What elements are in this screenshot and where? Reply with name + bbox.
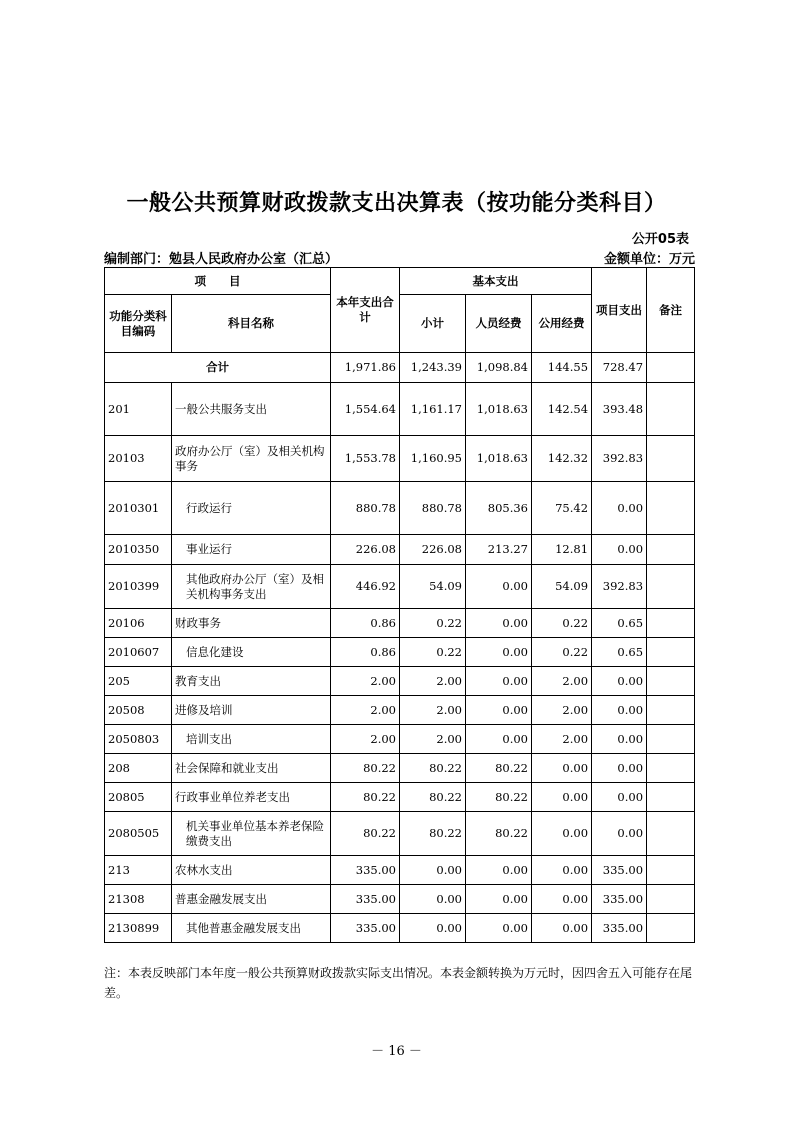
- table-row: [105, 482, 695, 535]
- cell-personnel: 1,018.63: [466, 436, 532, 482]
- cell-remark: [647, 754, 695, 783]
- cell-code: 2010350: [105, 535, 172, 565]
- cell-code: 20805: [105, 783, 172, 812]
- cell-remark: [647, 856, 695, 885]
- table-body: [105, 383, 695, 943]
- cell-public: 0.00: [532, 812, 592, 856]
- header-remark: 备注: [647, 268, 695, 353]
- cell-name: 其他普惠金融发展支出: [172, 914, 331, 943]
- header-item: 项 目: [105, 268, 331, 295]
- expenditure-table: [104, 267, 695, 943]
- cell-subtotal: 80.22: [400, 783, 466, 812]
- cell-personnel: 0.00: [466, 885, 532, 914]
- cell-name: 农林水支出: [172, 856, 331, 885]
- table-row: [105, 667, 695, 696]
- total-project: 728.47: [592, 353, 647, 383]
- cell-code: 20103: [105, 436, 172, 482]
- header-project: 项目支出: [592, 268, 647, 353]
- cell-personnel: 0.00: [466, 856, 532, 885]
- cell-total: 226.08: [331, 535, 400, 565]
- cell-total: 80.22: [331, 783, 400, 812]
- cell-project: 335.00: [592, 914, 647, 943]
- cell-project: 0.00: [592, 482, 647, 535]
- cell-subtotal: 2.00: [400, 725, 466, 754]
- header-subtotal: 小计: [400, 295, 466, 353]
- cell-code: 2010399: [105, 565, 172, 609]
- cell-code: 20106: [105, 609, 172, 638]
- cell-subtotal: 2.00: [400, 667, 466, 696]
- cell-remark: [647, 482, 695, 535]
- cell-code: 2050803: [105, 725, 172, 754]
- table-row: [105, 725, 695, 754]
- table-row: [105, 638, 695, 667]
- cell-personnel: 0.00: [466, 609, 532, 638]
- cell-total: 80.22: [331, 812, 400, 856]
- cell-project: 0.00: [592, 725, 647, 754]
- cell-project: 335.00: [592, 856, 647, 885]
- page-number: － 16 －: [371, 1044, 422, 1059]
- cell-total: 2.00: [331, 696, 400, 725]
- cell-total: 880.78: [331, 482, 400, 535]
- cell-personnel: 0.00: [466, 565, 532, 609]
- header-total: 本年支出合计: [331, 268, 400, 353]
- cell-project: 0.65: [592, 609, 647, 638]
- cell-total: 1,553.78: [331, 436, 400, 482]
- table-row: [105, 535, 695, 565]
- cell-public: 142.32: [532, 436, 592, 482]
- cell-subtotal: 1,161.17: [400, 383, 466, 436]
- cell-public: 0.00: [532, 885, 592, 914]
- table-row: [105, 783, 695, 812]
- cell-total: 0.86: [331, 638, 400, 667]
- cell-code: 213: [105, 856, 172, 885]
- table-row: [105, 696, 695, 725]
- total-remark: [647, 353, 695, 383]
- cell-name: 信息化建设: [172, 638, 331, 667]
- table-row: [105, 609, 695, 638]
- cell-remark: [647, 565, 695, 609]
- cell-project: 0.00: [592, 783, 647, 812]
- cell-subtotal: 0.00: [400, 856, 466, 885]
- total-label: 合计: [105, 353, 331, 383]
- cell-project: 0.00: [592, 754, 647, 783]
- compiling-department: 编制部门：勉县人民政府办公室（汇总）: [104, 252, 339, 267]
- cell-project: 0.65: [592, 638, 647, 667]
- cell-personnel: 80.22: [466, 783, 532, 812]
- cell-code: 2080505: [105, 812, 172, 856]
- cell-public: 75.42: [532, 482, 592, 535]
- table-row: [105, 856, 695, 885]
- cell-public: 2.00: [532, 696, 592, 725]
- cell-name: 其他政府办公厅（室）及相关机构事务支出: [172, 565, 331, 609]
- cell-subtotal: 226.08: [400, 535, 466, 565]
- total-public: 144.55: [532, 353, 592, 383]
- cell-subtotal: 1,160.95: [400, 436, 466, 482]
- cell-personnel: 805.36: [466, 482, 532, 535]
- cell-total: 1,554.64: [331, 383, 400, 436]
- cell-subtotal: 0.00: [400, 914, 466, 943]
- table-row: [105, 383, 695, 436]
- cell-remark: [647, 885, 695, 914]
- cell-personnel: 0.00: [466, 667, 532, 696]
- cell-personnel: 213.27: [466, 535, 532, 565]
- cell-subtotal: 2.00: [400, 696, 466, 725]
- cell-personnel: 80.22: [466, 812, 532, 856]
- cell-name: 财政事务: [172, 609, 331, 638]
- cell-remark: [647, 725, 695, 754]
- cell-code: 2010301: [105, 482, 172, 535]
- cell-remark: [647, 667, 695, 696]
- cell-code: 20508: [105, 696, 172, 725]
- cell-public: 12.81: [532, 535, 592, 565]
- cell-name: 行政运行: [172, 482, 331, 535]
- cell-subtotal: 880.78: [400, 482, 466, 535]
- header-code: 功能分类科目编码: [105, 295, 172, 353]
- cell-total: 335.00: [331, 914, 400, 943]
- header-name: 科目名称: [172, 295, 331, 353]
- cell-subtotal: 0.22: [400, 609, 466, 638]
- total-subtotal: 1,243.39: [400, 353, 466, 383]
- cell-public: 0.22: [532, 638, 592, 667]
- footnote: 注：本表反映部门本年度一般公共预算财政拨款实际支出情况。本表金额转换为万元时，因四舍五入可能存在尾差。: [104, 966, 693, 1000]
- cell-total: 335.00: [331, 885, 400, 914]
- cell-public: 0.00: [532, 783, 592, 812]
- cell-name: 社会保障和就业支出: [172, 754, 331, 783]
- cell-code: 208: [105, 754, 172, 783]
- cell-total: 446.92: [331, 565, 400, 609]
- cell-remark: [647, 535, 695, 565]
- cell-total: 0.86: [331, 609, 400, 638]
- header-personnel: 人员经费: [466, 295, 532, 353]
- cell-public: 2.00: [532, 667, 592, 696]
- cell-project: 0.00: [592, 812, 647, 856]
- cell-remark: [647, 696, 695, 725]
- table-row: [105, 812, 695, 856]
- amount-unit: 金额单位：万元: [603, 252, 695, 267]
- cell-remark: [647, 638, 695, 667]
- cell-name: 进修及培训: [172, 696, 331, 725]
- cell-personnel: 0.00: [466, 638, 532, 667]
- cell-remark: [647, 383, 695, 436]
- cell-personnel: 0.00: [466, 725, 532, 754]
- cell-name: 教育支出: [172, 667, 331, 696]
- cell-remark: [647, 783, 695, 812]
- cell-name: 机关事业单位基本养老保险缴费支出: [172, 812, 331, 856]
- cell-personnel: 1,018.63: [466, 383, 532, 436]
- cell-code: 2010607: [105, 638, 172, 667]
- table-row: [105, 565, 695, 609]
- total-amount: 1,971.86: [331, 353, 400, 383]
- cell-name: 政府办公厅（室）及相关机构事务: [172, 436, 331, 482]
- cell-public: 142.54: [532, 383, 592, 436]
- cell-name: 事业运行: [172, 535, 331, 565]
- cell-public: 0.00: [532, 856, 592, 885]
- cell-project: 335.00: [592, 885, 647, 914]
- cell-name: 一般公共服务支出: [172, 383, 331, 436]
- cell-subtotal: 54.09: [400, 565, 466, 609]
- cell-remark: [647, 436, 695, 482]
- cell-total: 2.00: [331, 725, 400, 754]
- cell-subtotal: 0.22: [400, 638, 466, 667]
- cell-project: 0.00: [592, 696, 647, 725]
- cell-public: 0.00: [532, 914, 592, 943]
- cell-remark: [647, 914, 695, 943]
- page-title: 一般公共预算财政拨款支出决算表（按功能分类科目）: [126, 191, 667, 216]
- cell-total: 335.00: [331, 856, 400, 885]
- cell-remark: [647, 609, 695, 638]
- cell-personnel: 80.22: [466, 754, 532, 783]
- cell-public: 2.00: [532, 725, 592, 754]
- cell-project: 0.00: [592, 667, 647, 696]
- cell-total: 2.00: [331, 667, 400, 696]
- cell-project: 393.48: [592, 383, 647, 436]
- cell-total: 80.22: [331, 754, 400, 783]
- table-number: 公开05表: [631, 232, 689, 247]
- cell-code: 2130899: [105, 914, 172, 943]
- cell-code: 205: [105, 667, 172, 696]
- cell-personnel: 0.00: [466, 914, 532, 943]
- cell-public: 0.22: [532, 609, 592, 638]
- cell-name: 培训支出: [172, 725, 331, 754]
- table-row: [105, 754, 695, 783]
- cell-subtotal: 80.22: [400, 812, 466, 856]
- cell-code: 201: [105, 383, 172, 436]
- cell-subtotal: 0.00: [400, 885, 466, 914]
- table-row: [105, 436, 695, 482]
- cell-code: 21308: [105, 885, 172, 914]
- total-row: [105, 353, 695, 383]
- cell-public: 0.00: [532, 754, 592, 783]
- cell-project: 392.83: [592, 436, 647, 482]
- cell-name: 普惠金融发展支出: [172, 885, 331, 914]
- table-row: [105, 885, 695, 914]
- cell-public: 54.09: [532, 565, 592, 609]
- cell-project: 0.00: [592, 535, 647, 565]
- cell-personnel: 0.00: [466, 696, 532, 725]
- total-personnel: 1,098.84: [466, 353, 532, 383]
- table-row: [105, 914, 695, 943]
- header-public: 公用经费: [532, 295, 592, 353]
- cell-name: 行政事业单位养老支出: [172, 783, 331, 812]
- cell-subtotal: 80.22: [400, 754, 466, 783]
- header-basic: 基本支出: [400, 268, 592, 295]
- cell-remark: [647, 812, 695, 856]
- cell-project: 392.83: [592, 565, 647, 609]
